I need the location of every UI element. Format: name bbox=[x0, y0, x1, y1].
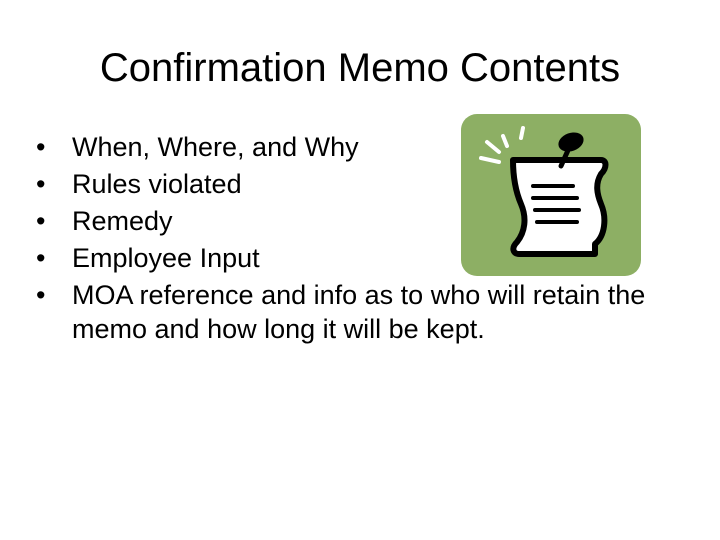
bullet-text: Remedy bbox=[72, 206, 173, 236]
memo-paper bbox=[513, 160, 606, 254]
sparkle-dash bbox=[521, 128, 523, 138]
sparkle-dash bbox=[481, 158, 499, 162]
bullet-marker: • bbox=[36, 280, 46, 310]
bullet-marker: • bbox=[36, 132, 46, 162]
bullet-text: Employee Input bbox=[72, 243, 260, 273]
memo-pin-icon-graphic bbox=[461, 114, 641, 276]
bullet-text: When, Where, and Why bbox=[72, 132, 359, 162]
sparkle-dash bbox=[487, 142, 499, 152]
pin-head bbox=[556, 129, 587, 155]
sparkle-dash bbox=[503, 136, 507, 146]
bullet-marker: • bbox=[36, 169, 46, 199]
bullet-item bbox=[36, 278, 656, 346]
memo-pin-icon bbox=[461, 114, 641, 276]
slide-title: Confirmation Memo Contents bbox=[99, 46, 621, 90]
bullet-text: Rules violated bbox=[72, 169, 242, 199]
bullet-marker: • bbox=[36, 206, 46, 236]
bullet-text: MOA reference and info as to who will retain the memo and how long it will be kept. bbox=[72, 280, 646, 344]
bullet-marker: • bbox=[36, 243, 46, 273]
